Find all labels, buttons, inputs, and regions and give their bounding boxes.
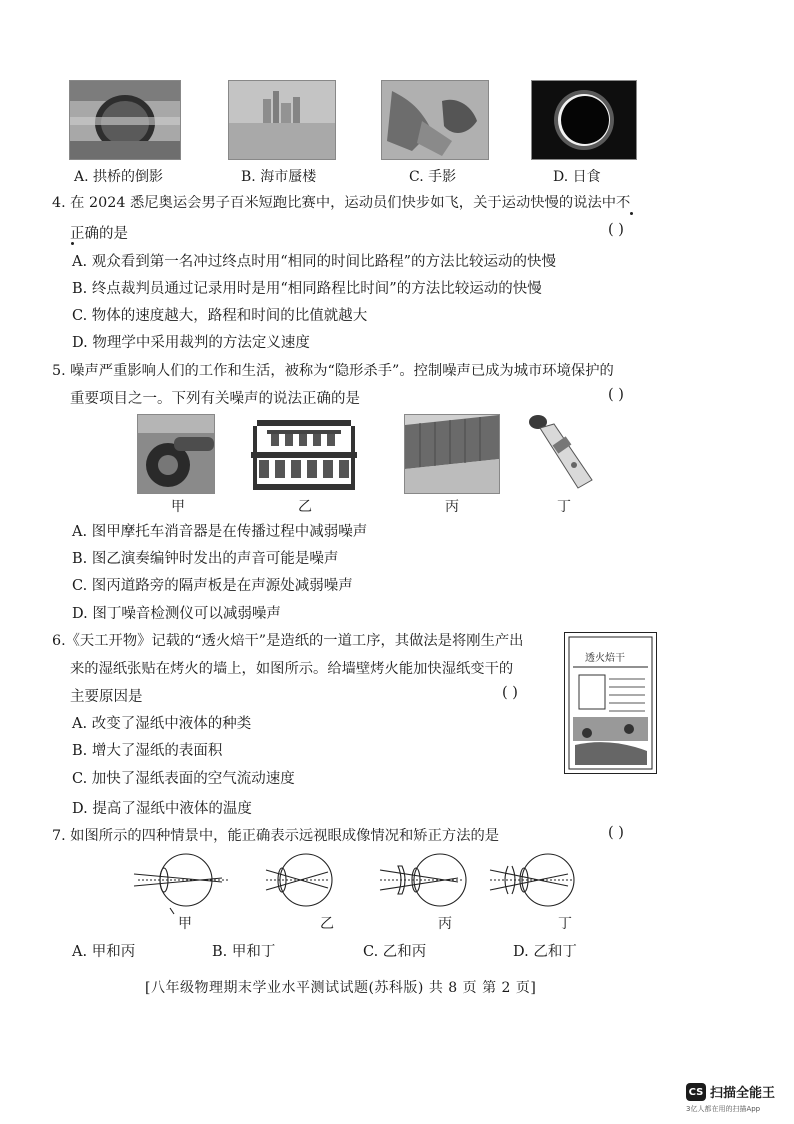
photo-hand-shadow bbox=[381, 80, 489, 160]
photo-mirage bbox=[228, 80, 336, 160]
photo-motorcycle-muffler bbox=[137, 414, 215, 494]
q6-stem-line1: 6.《天工开物》记载的“透火焙干”是造纸的一道工序，其做法是将刚生产出 bbox=[52, 633, 524, 649]
q5-option-c: C. 图丙道路旁的隔声板是在声源处减弱噪声 bbox=[72, 578, 353, 594]
eye-diagrams bbox=[130, 848, 590, 938]
q6-stem-line2: 来的湿纸张贴在烤火的墙上，如图所示。给墙壁烤火能加快湿纸变干的 bbox=[70, 661, 514, 677]
q3-caption-a: A. 拱桥的倒影 bbox=[74, 169, 164, 185]
q7-option-b: B. 甲和丁 bbox=[212, 944, 276, 960]
q6-option-c: C. 加快了湿纸表面的空气流动速度 bbox=[72, 771, 295, 787]
q5-option-b: B. 图乙演奏编钟时发出的声音可能是噪声 bbox=[72, 551, 339, 567]
q3-caption-c: C. 手影 bbox=[409, 169, 457, 185]
q6-option-d: D. 提高了湿纸中液体的温度 bbox=[72, 801, 252, 817]
mirage-image bbox=[229, 81, 335, 159]
q7-figure-label-bing: 丙 bbox=[438, 916, 452, 932]
q4-option-a: A. 观众看到第一名冲过终点时用“相同的时间比路程”的方法比较运动的快慢 bbox=[72, 254, 557, 270]
photo-solar-eclipse bbox=[531, 80, 637, 160]
camscanner-tagline: 3亿人都在用的扫描App bbox=[686, 1105, 761, 1113]
page-footer: [八年级物理期末学业水平测试试题(苏科版) 共 8 页 第 2 页] bbox=[145, 980, 537, 996]
q5-answer-paren: ( ) bbox=[608, 387, 624, 403]
emphasis-dot bbox=[630, 212, 633, 215]
q7-figure-label-jia: 甲 bbox=[178, 916, 192, 932]
motorcycle-image bbox=[138, 415, 214, 493]
photo-chime-bells bbox=[249, 414, 359, 492]
q6-option-a: A. 改变了湿纸中液体的种类 bbox=[72, 716, 252, 732]
q7-option-d: D. 乙和丁 bbox=[513, 944, 577, 960]
eye-diagram-jia bbox=[134, 854, 230, 914]
q7-option-c: C. 乙和丙 bbox=[363, 944, 427, 960]
camscanner-name: 扫描全能王 bbox=[710, 1086, 776, 1101]
q4-stem-line1: 4. 在 2024 悉尼奥运会男子百米短跑比赛中，运动员们快步如飞，关于运动快慢的说法中不 bbox=[52, 195, 631, 211]
q3-caption-b: B. 海市蜃楼 bbox=[241, 169, 317, 185]
q5-option-a: A. 图甲摩托车消音器是在传播过程中减弱噪声 bbox=[72, 524, 368, 540]
q6-answer-paren: ( ) bbox=[502, 685, 518, 701]
q5-stem-line1: 5. 噪声严重影响人们的工作和生活，被称为“隐形杀手”。控制噪声已成为城市环境保护的 bbox=[52, 363, 614, 379]
q7-stem-line1: 7. 如图所示的四种情景中，能正确表示远视眼成像情况和矫正方法的是 bbox=[52, 828, 500, 844]
emphasis-dot bbox=[71, 242, 74, 245]
arch-bridge-image bbox=[70, 81, 180, 159]
q6-stem-line3: 主要原因是 bbox=[70, 689, 143, 705]
noise-meter-image bbox=[524, 410, 600, 492]
eye-diagram-bing bbox=[380, 854, 466, 906]
q7-answer-paren: ( ) bbox=[608, 825, 624, 841]
q5-figure-label-jia: 甲 bbox=[171, 499, 185, 515]
camscanner-logo-icon: CS bbox=[686, 1083, 706, 1101]
eye-diagram-ding bbox=[490, 854, 574, 906]
solar-eclipse-image bbox=[532, 81, 636, 159]
q5-stem-line2: 重要项目之一。下列有关噪声的说法正确的是 bbox=[70, 391, 360, 407]
q5-figure-label-yi: 乙 bbox=[298, 499, 312, 515]
hand-shadow-image bbox=[382, 81, 488, 159]
figure-title-text: 透火焙干 bbox=[585, 653, 625, 664]
q4-answer-paren: ( ) bbox=[608, 222, 624, 238]
q5-option-d: D. 图丁噪音检测仪可以减弱噪声 bbox=[72, 606, 281, 622]
q5-figure-label-ding: 丁 bbox=[557, 499, 571, 515]
photo-noise-meter bbox=[524, 410, 600, 492]
sound-barrier-image bbox=[405, 415, 499, 493]
q3-caption-d: D. 日食 bbox=[553, 169, 601, 185]
q7-option-a: A. 甲和丙 bbox=[72, 944, 136, 960]
q5-figure-label-bing: 丙 bbox=[445, 499, 459, 515]
q7-figure-label-yi: 乙 bbox=[320, 916, 334, 932]
q6-option-b: B. 增大了湿纸的表面积 bbox=[72, 743, 223, 759]
q4-option-c: C. 物体的速度越大，路程和时间的比值就越大 bbox=[72, 308, 368, 324]
eye-diagram-yi bbox=[266, 854, 332, 906]
photo-sound-barrier bbox=[404, 414, 500, 494]
q4-option-b: B. 终点裁判员通过记录用时是用“相同路程比时间”的方法比较运动的快慢 bbox=[72, 281, 542, 297]
figure-paper-drying bbox=[564, 632, 657, 774]
chime-bells-image bbox=[249, 414, 359, 492]
paper-drying-woodcut bbox=[565, 633, 656, 773]
q4-stem-line2: 正确的是 bbox=[70, 226, 128, 242]
photo-arch-bridge-reflection bbox=[69, 80, 181, 160]
q4-option-d: D. 物理学中采用裁判的方法定义速度 bbox=[72, 335, 310, 351]
q7-figure-label-ding: 丁 bbox=[558, 916, 572, 932]
